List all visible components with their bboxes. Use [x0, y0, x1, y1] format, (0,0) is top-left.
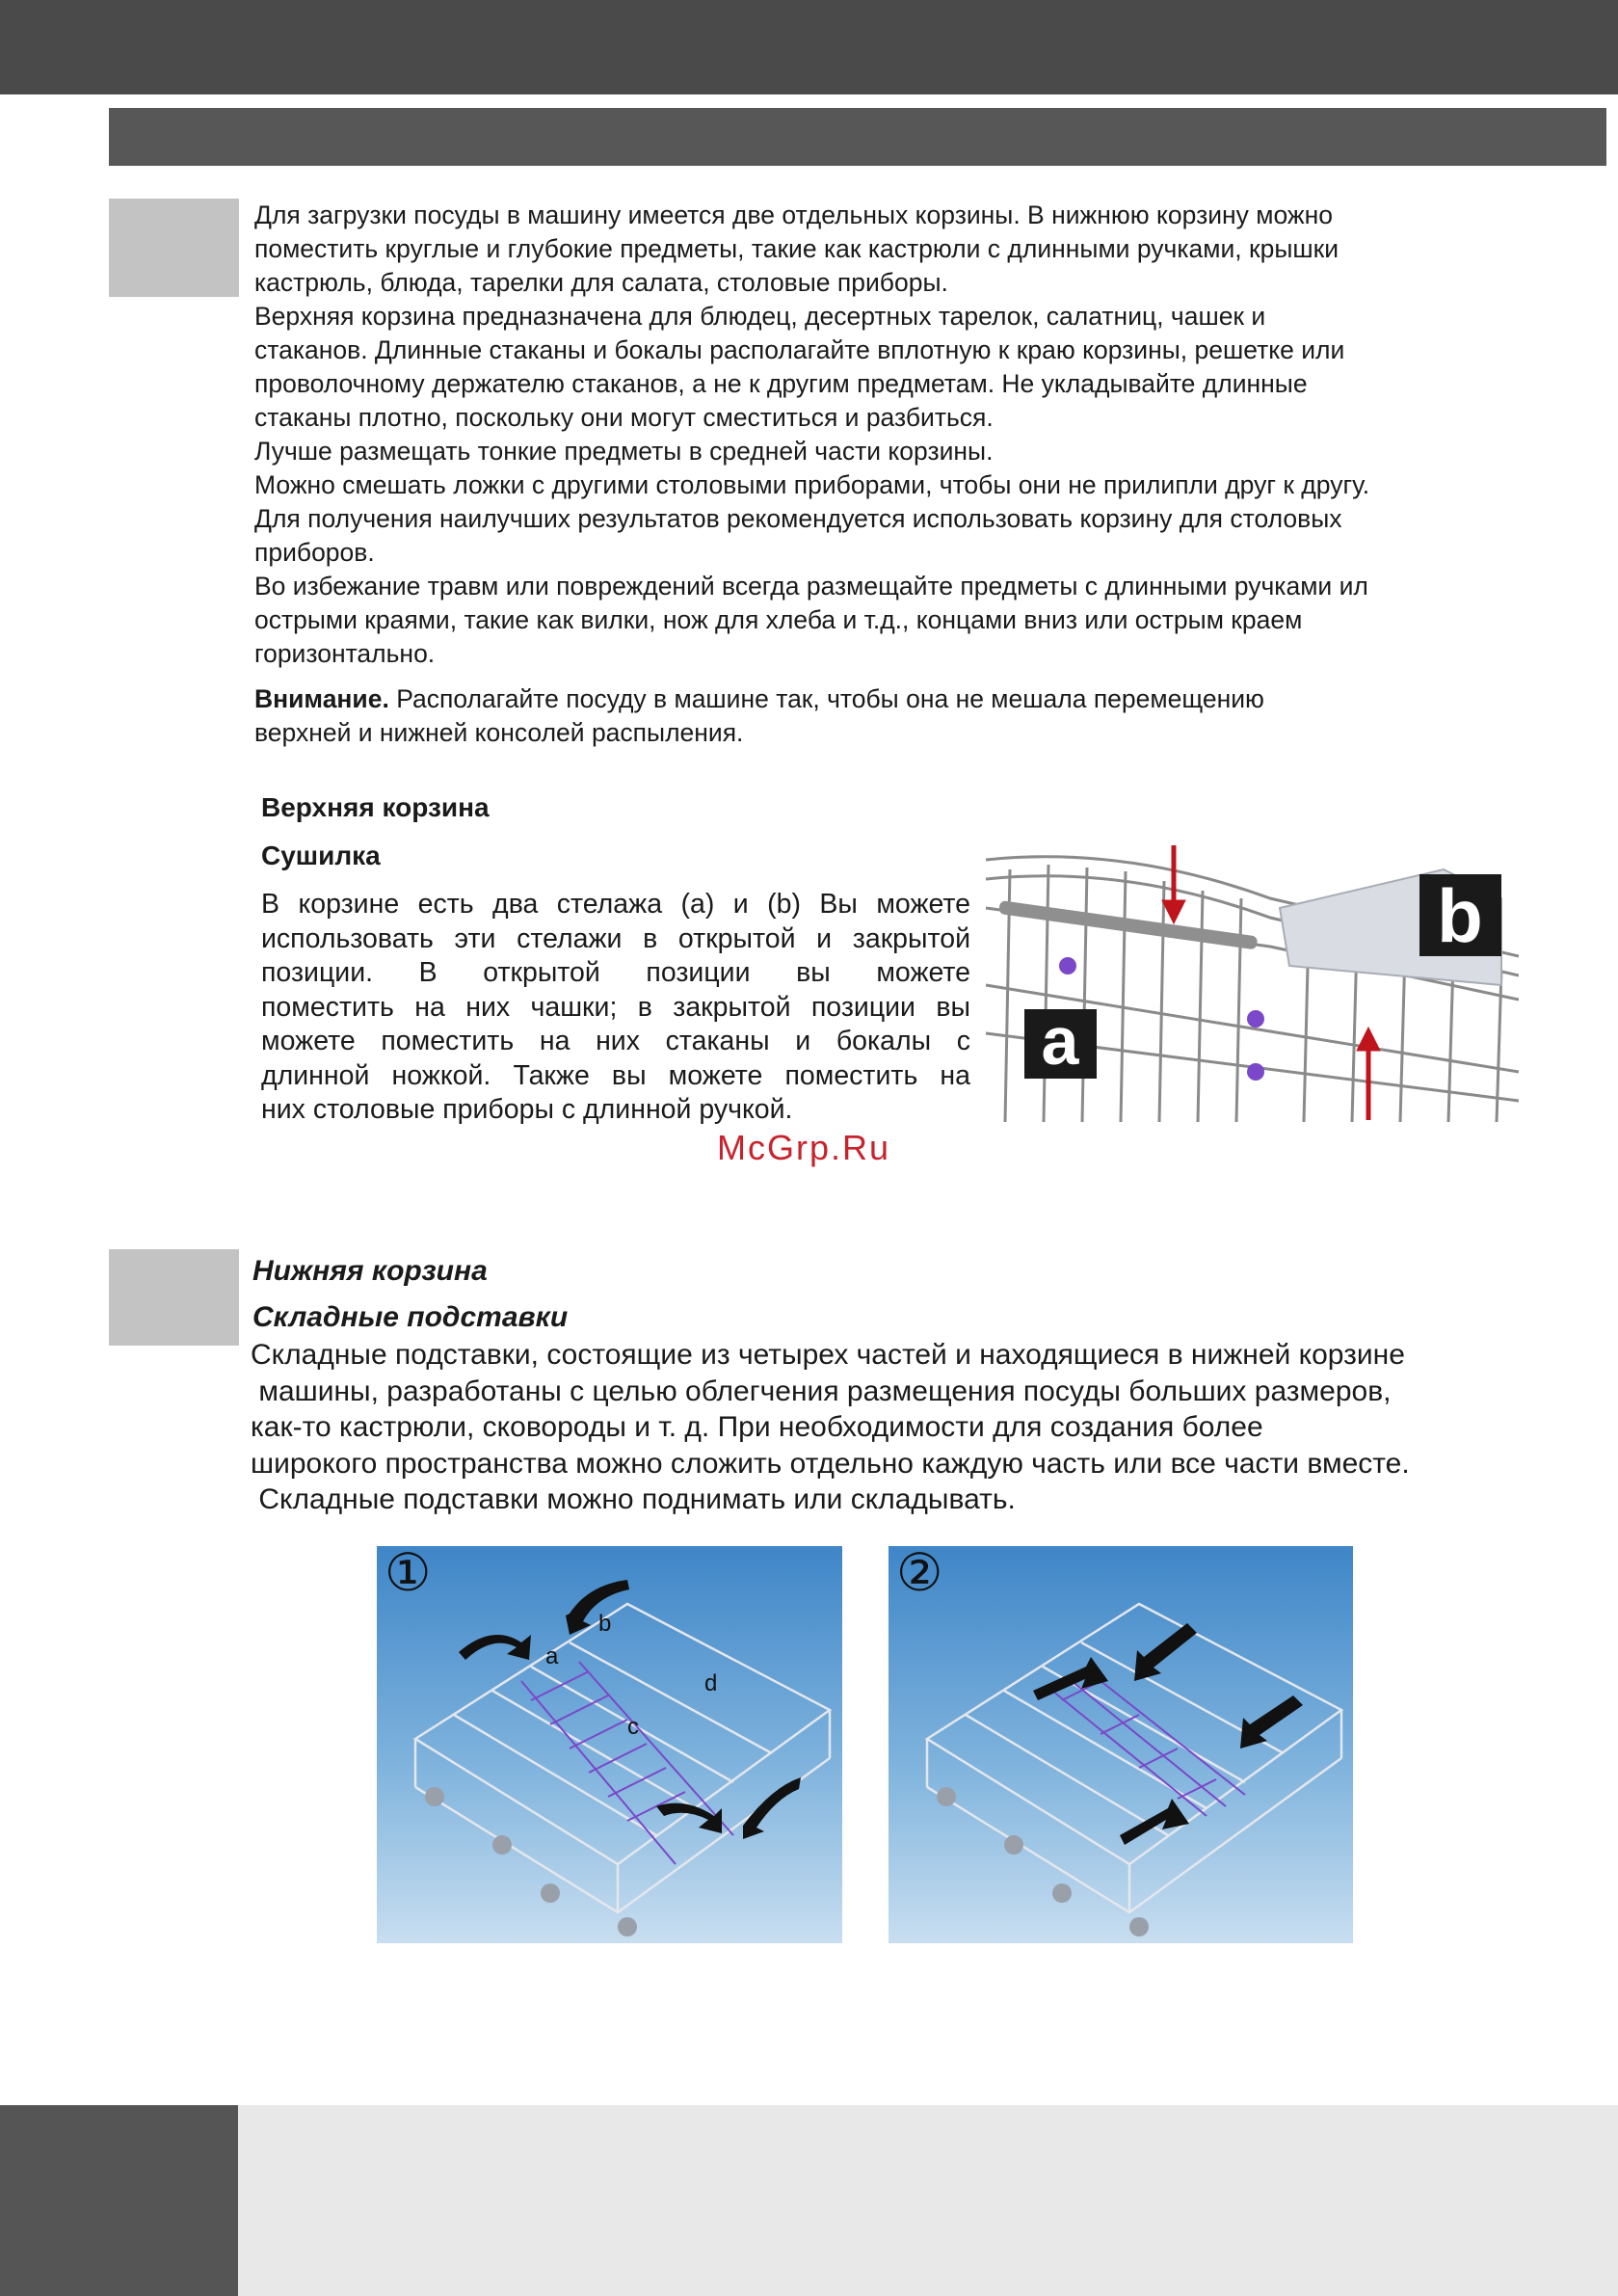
intro-line: острыми краями, такие как вилки, нож для хлеба и т.д., концами вниз или острым краем — [254, 605, 1303, 634]
diagram-folded-racks — [889, 1546, 1353, 1943]
intro-line: проволочному держателю стаканов, а не к другим предметам. Не укладывайте длинные — [254, 369, 1308, 398]
lower-rack-illustration-2 — [889, 1546, 1353, 1943]
intro-line: кастрюль, блюда, тарелки для салата, столовые приборы. — [254, 268, 948, 297]
lower-line: как-то кастрюли, сковороды и т. д. При необходимости для создания более — [251, 1411, 1263, 1443]
footer-page-block — [0, 2105, 238, 2296]
lower-line: машины, разработаны с целью облегчения размещения посуды больших размеров, — [251, 1375, 1392, 1407]
label-b: b — [1437, 873, 1483, 958]
label-b: b — [598, 1611, 612, 1637]
folding-racks-heading: Складные подставки — [252, 1301, 569, 1333]
upper-line: поместить на них чашки; в закрытой позиции вы — [261, 991, 970, 1023]
upper-line: них столовые приборы с длинной ручкой. — [261, 1094, 793, 1125]
lower-line: широкого пространства можно сложить отдельно каждую часть или все части вместе. — [251, 1447, 1410, 1480]
upper-line: можете поместить на них стаканы и бокалы с — [261, 1026, 970, 1056]
upper-line: В корзине есть два стелажа (а) и (b) Вы можете — [261, 889, 970, 920]
section-marker-top — [109, 199, 239, 297]
footer-band — [238, 2105, 1618, 2296]
lower-line: Складные подставки можно поднимать или складывать. — [251, 1483, 1016, 1515]
intro-line: Для получения наилучших результатов рекомендуется использовать корзину для столовых — [254, 504, 1342, 533]
black-arrows — [459, 1580, 801, 1839]
diagram-number: ① — [385, 1546, 432, 1602]
header-bar — [0, 0, 1618, 94]
upper-rack-illustration — [981, 841, 1519, 1122]
diagram-number: ② — [896, 1546, 943, 1602]
label-c: c — [627, 1714, 639, 1740]
upper-line: использовать эти стелажи в открытой и закрытой — [261, 922, 970, 954]
intro-line: стаканов. Длинные стаканы и бокалы располагайте вплотную к краю корзины, решетке или — [254, 335, 1345, 364]
intro-line: стаканы плотно, поскольку они могут сместиться и разбиться. — [254, 403, 994, 432]
intro-text — [254, 199, 1584, 750]
intro-line: приборов. — [254, 538, 375, 567]
intro-line: Можно смешать ложки с другими столовыми приборами, чтобы они не прилипли друг к другу. — [254, 470, 1370, 499]
label-d: d — [704, 1670, 718, 1696]
section-marker-lower — [109, 1249, 239, 1346]
upper-line: позиции. В открытой позиции вы можете — [261, 957, 970, 988]
warning-label: Внимание. — [254, 684, 389, 713]
lower-rack-illustration-1 — [377, 1546, 842, 1943]
upper-line: длинной ножкой. Также вы можете поместить на — [261, 1059, 970, 1091]
lower-line: Складные подставки, состоящие из четырех частей и находящиеся в нижней корзине — [251, 1339, 1405, 1371]
intro-line: горизонтально. — [254, 639, 436, 668]
intro-line: поместить круглые и глубокие предметы, такие как кастрюли с длинными ручками, крышки — [254, 234, 1339, 263]
section-bar — [109, 108, 1606, 166]
intro-line: Верхняя корзина предназначена для блюдец, десертных тарелок, салатниц, чашек и — [254, 302, 1266, 331]
upper-basket-heading: Верхняя корзина — [261, 792, 490, 822]
upper-rack-photo — [981, 841, 1519, 1122]
label-a: a — [1041, 1003, 1079, 1079]
lower-description — [251, 1337, 1600, 1518]
dryer-heading: Сушилка — [261, 841, 381, 870]
warning-text: Располагайте посуду в машине так, чтобы она не мешала перемещению — [388, 684, 1264, 713]
intro-line: Лучше размещать тонкие предметы в средней части корзины. — [254, 437, 994, 466]
watermark: McGrp.Ru — [717, 1128, 891, 1167]
lower-basket-heading: Нижняя корзина — [252, 1255, 488, 1287]
label-a: a — [545, 1643, 559, 1669]
warning-line — [254, 682, 1584, 716]
intro-line: Для загрузки посуды в машину имеется две отдельных корзины. В нижнюю корзину можно — [254, 200, 1334, 229]
intro-line: Во избежание травм или повреждений всегда размещайте предметы с длинными ручками ил — [254, 572, 1368, 601]
diagram-open-racks — [377, 1546, 842, 1943]
warning-line: верхней и нижней консолей распыления. — [254, 718, 744, 747]
upper-description — [261, 888, 970, 1128]
